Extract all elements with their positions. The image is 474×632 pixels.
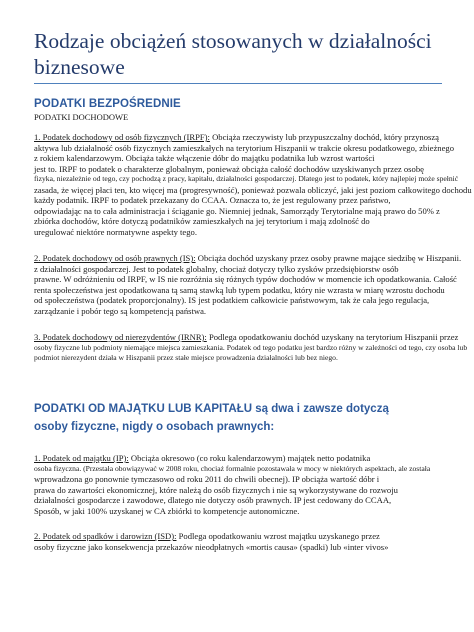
is-line: Obciąża dochód uzyskany przez osoby prawne mające siedzibę w Hiszpanii. (195, 253, 462, 263)
wealth-taxes-heading-rest: są dwa i zawsze dotyczą (252, 403, 389, 415)
irpf-line: uregulować niektóre normatywne aspekty tego. (34, 226, 197, 237)
irpf-line: zbiórka dochodów, które dotyczą podatników zamieszkałych na jej terytorium i mają zdolność do (34, 216, 370, 226)
irnr-paragraph (34, 332, 468, 364)
wealth-taxes-heading-line2: osoby fizyczne, nigdy o osobach prawnych: (34, 421, 275, 433)
title-divider (34, 83, 442, 84)
is-line: od społeczeństwa (podatek proporcjonalny). IS jest podatkiem całkowicie państwowym, tak że cała jego regulacja, (34, 295, 430, 305)
irnr-line: osoby fizyczne lub podmioty niemające miejsca zamieszkania. Podatek od tego podatku jest bardzo różny w zależności od tego, czy osoba lub (34, 342, 468, 352)
isd-line: Podlega opodatkowaniu wzrost majątku uzyskanego przez (176, 531, 380, 541)
is-paragraph (34, 253, 462, 316)
irpf-paragraph (34, 132, 472, 237)
isd-paragraph (34, 531, 444, 552)
ip-line: Sposób, w jaki 100% uzyskanej w CA zbiórki to kompetencje autonomiczne. (34, 505, 300, 516)
irpf-line: zasada, że więcej płaci ten, kto więcej ma (progresywność), ponieważ pozwala obliczyć, jaki jest poziom całkowitego dochodu (34, 184, 472, 195)
page-title-line-2: biznesowe (34, 55, 125, 79)
irnr-line: podmiot nierezydent działa w Hiszpanii przez stałe miejsce prowadzenia działalności lub bez niego. (34, 353, 338, 362)
is-line: renta społeczeństwa jest opodatkowana tą samą stawką lub typem podatku, który nie wzrasta w miarę wzrostu dochodu (34, 284, 445, 295)
irpf-line: każdy podatnik. IRPF to podatek przekazany do CCAA. Oznacza to, że jest regulowany przez państwo, (34, 195, 391, 205)
is-title: 2. Podatek dochodowy od osób prawnych (IS): (34, 253, 196, 263)
ip-line: osoba fizyczna. (Przestała obowiązywać w 2008 roku, chociaż formalnie pozostawała w mocy w niektórych aspektach, ale została (34, 463, 431, 473)
ip-line: prawa do zawartości ekonomicznej, które należą do osób fizycznych i nie są wykorzystywane do rozwoju (34, 484, 398, 495)
direct-taxes-heading: PODATKI BEZPOŚREDNIE (34, 98, 181, 110)
irpf-line: jest to. IRPF to podatek o charakterze globalnym, ponieważ obciąża całość dochodów uzyskiwanych przez osobę (34, 163, 424, 174)
isd-line: osoby fizyczne jako konsekwencja przekazów nieodpłatnych «mortis causa» (spadki) lub «inter vivos» (34, 541, 389, 552)
isd-title: 2. Podatek od spadków i darowizn (ISD): (34, 531, 177, 541)
income-taxes-subheading: PODATKI DOCHODOWE (34, 112, 129, 122)
irnr-line: Podlega opodatkowaniu dochód uzyskany na terytorium Hiszpanii przez (206, 332, 459, 342)
page-title (34, 28, 454, 80)
ip-line: wprowadzona go ponownie tymczasowo od roku 2011 do chwili obecnej). IP obciąża wartość dóbr i (34, 474, 380, 484)
ip-paragraph (34, 453, 444, 516)
page-title-line-1: Rodzaje obciążeń stosowanych w działalności (34, 29, 432, 53)
is-line: zarządzanie i pobór tego są kompetencją państwa. (34, 305, 207, 316)
irpf-title: 1. Podatek dochodowy od osób fizycznych (IRPF): (34, 132, 210, 142)
wealth-taxes-heading-bold: PODATKI OD MAJĄTKU LUB KAPITAŁU (34, 403, 253, 415)
irpf-line: Obciąża rzeczywisty lub przypuszczalny dochód, który przynoszą (209, 132, 439, 142)
irpf-line: fizyka, niezależnie od tego, czy pochodzą z pracy, kapitału, działalności gospodarczej. Dlatego jest to podatek, który najlepiej może spełnić (34, 174, 459, 183)
is-line: z działalności gospodarczej. Jest to podatek globalny, chociaż dotyczy tylko zysków przedsiębiorstw osób (34, 263, 399, 274)
irpf-line: odpowiadając na to cała administracja i ściąganie go. Niemniej jednak, Samorządy Terytorialne mają prawo do 50% z (34, 205, 440, 216)
irnr-title: 3. Podatek dochodowy od nierezydentów (IRNR): (34, 332, 207, 342)
irpf-line: aktywa lub działalność osób fizycznych zamieszkałych na terytorium Hiszpanii w trakcie okresu podatkowego, zbieżnego (34, 142, 454, 153)
ip-line: Obciąża okresowo (co roku kalendarzowym) majątek netto podatnika (128, 453, 371, 463)
ip-title: 1. Podatek od majątku (IP): (34, 453, 129, 463)
wealth-taxes-heading (34, 400, 454, 436)
is-line: prawne. W odróżnieniu od IRPF, w IS nie rozróżnia się różnych typów dochodów w momencie ich opodatkowania. Całość (34, 274, 457, 284)
irpf-line: z rokiem kalendarzowym. Obciąża także włączenie dóbr do majątku podatnika lub wzrost wartości (34, 153, 375, 163)
ip-line: działalności gospodarcze i zawodowe, dlatego nie dotyczy osób prawnych. IP jest cedowany do CCAA, (34, 495, 392, 505)
